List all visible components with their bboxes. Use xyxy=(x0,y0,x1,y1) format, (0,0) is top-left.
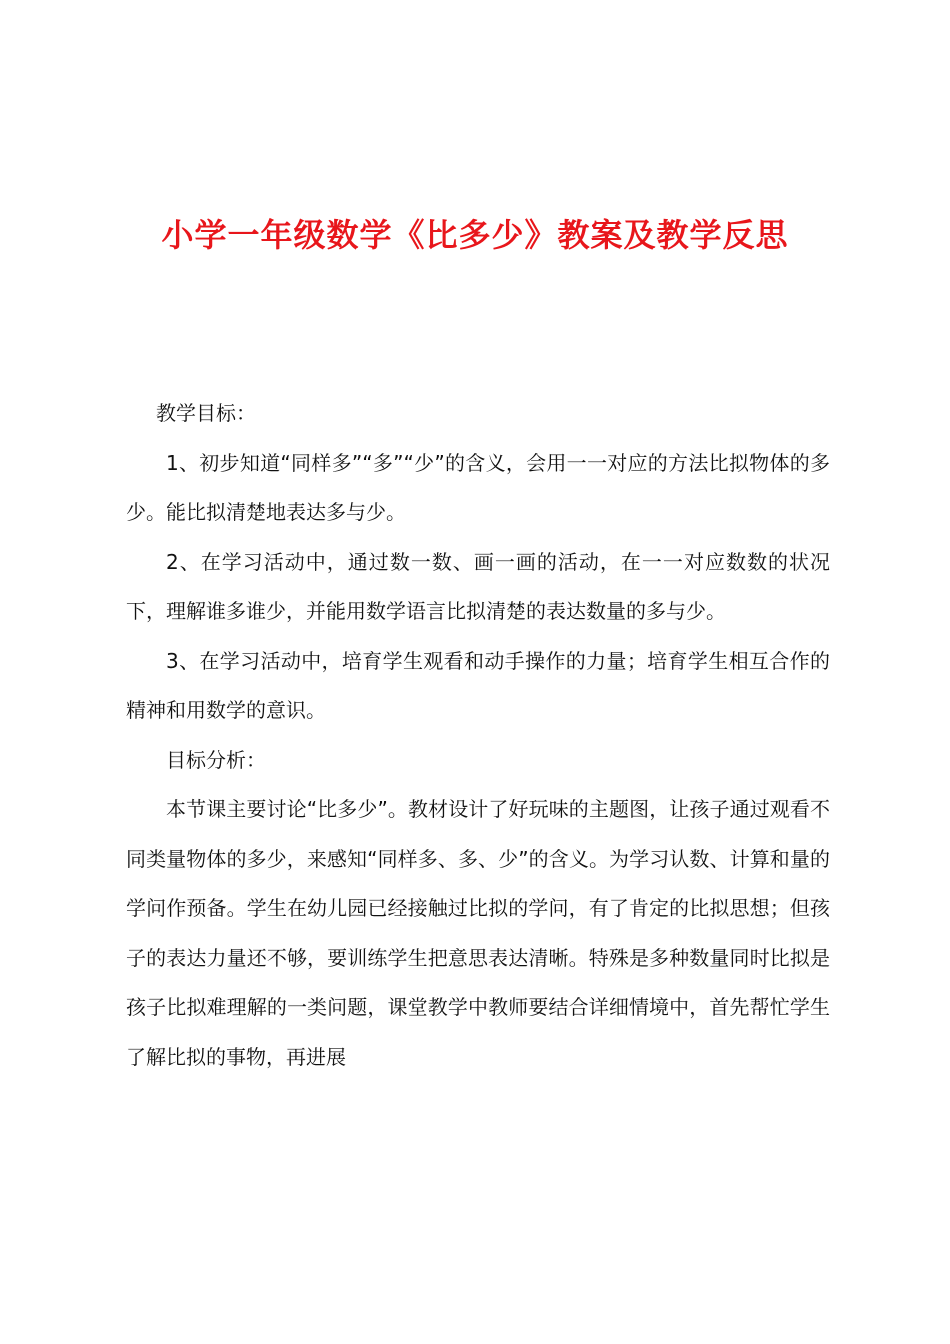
document-body xyxy=(126,389,830,1082)
paragraph-goal-2: 2、在学习活动中，通过数一数、画一画的活动，在一一对应数数的状况下，理解谁多谁少，并能用数学语言比拟清楚的表达数量的多与少。 xyxy=(126,549,830,623)
section-heading-teaching-goals: 教学目标： xyxy=(156,401,256,425)
section-heading-goal-analysis: 目标分析： xyxy=(166,747,266,772)
paragraph-goal-analysis: 本节课主要讨论“比多少”。教材设计了好玩味的主题图，让孩子通过观看不同类量物体的多少，来感知“同样多、多、少”的含义。为学习认数、计算和量的学问作预备。学生在幼儿园已经接触过比拟的学问，有了肯定的比拟思想；但孩子的表达力量还不够，要训练学生把意思表达清晰。特殊是多种数量同时比拟是孩子比拟难理解的一类问题，课堂教学中教师要结合详细情境中，首先帮忙学生了解比拟的事物，再进展 xyxy=(126,797,830,1069)
document-title: 小学一年级数学《比多少》教案及教学反思 xyxy=(161,216,789,254)
paragraph-goal-3: 3、在学习活动中，培育学生观看和动手操作的力量；培育学生相互合作的精神和用数学的意识。 xyxy=(126,648,830,722)
paragraph-goal-1: 1、初步知道“同样多”“多”“少”的含义，会用一一对应的方法比拟物体的多少。能比拟清楚地表达多与少。 xyxy=(126,450,830,524)
